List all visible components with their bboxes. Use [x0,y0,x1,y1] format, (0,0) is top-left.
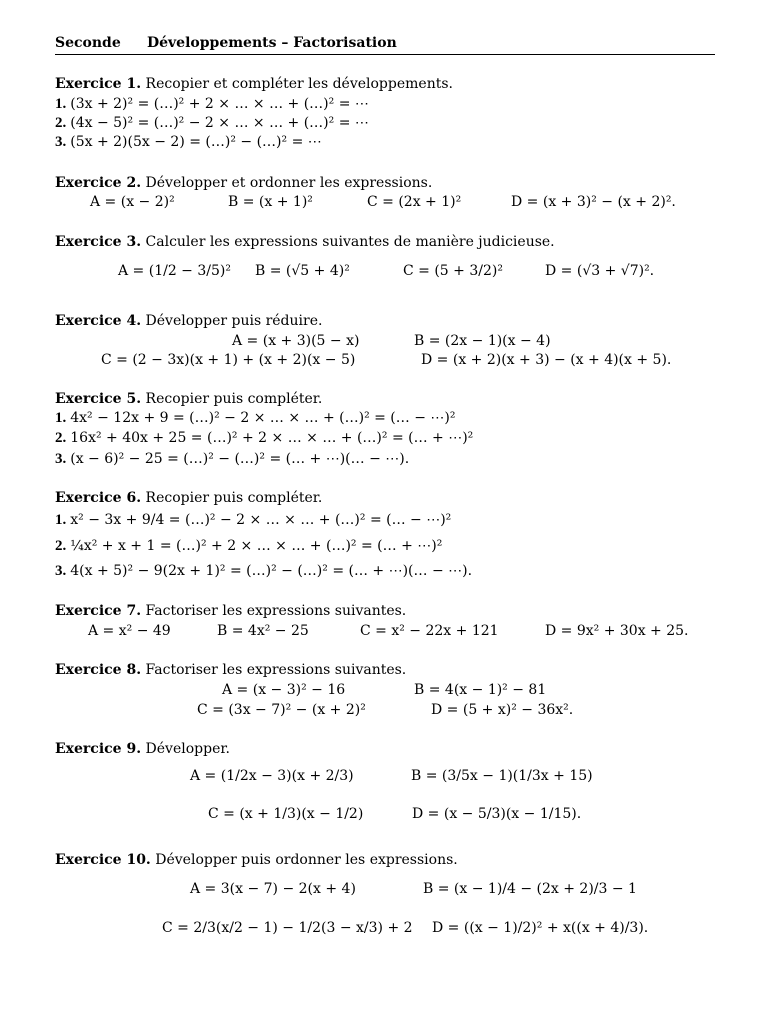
exercise-6-line-1 [55,512,451,529]
line-text: x² − 3x + 9/4 = (…)² − 2 × … × … + (…)² = (… − ⋯)² [70,512,452,528]
exercise-9-formula-a: A = (1/2x − 3)(x + 2/3) [190,768,354,784]
exercise-instruction: Développer et ordonner les expressions. [145,175,433,191]
exercise-instruction: Développer. [145,741,230,757]
exercise-6-line-2 [55,538,442,555]
exercise-title: Exercice 8. [55,662,142,678]
line-text: (5x + 2)(5x − 2) = (…)² − (…)² = ⋯ [70,134,322,150]
exercise-3-formula-a: A = (1/2 − 3/5)² [118,263,231,279]
page-header [55,34,715,55]
line-text: (3x + 2)² = (…)² + 2 × … × … + (…)² = ⋯ [70,96,369,112]
exercise-title: Exercice 2. [55,175,142,191]
exercise-instruction: Développer puis ordonner les expressions. [155,852,458,868]
exercise-3-heading [55,234,555,250]
exercise-instruction: Développer puis réduire. [145,313,323,329]
exercise-1-line-1 [55,96,369,113]
exercise-9-heading [55,741,230,757]
exercise-instruction: Recopier puis compléter. [145,490,323,506]
line-text: ¼x² + x + 1 = (…)² + 2 × … × … + (…)² = (… + ⋯)² [70,538,443,554]
line-text: 4(x + 5)² − 9(2x + 1)² = (…)² − (…)² = (… + ⋯)(… − ⋯). [70,563,473,579]
line-number: 2. [55,115,67,131]
exercise-2-formula-c: C = (2x + 1)² [367,194,462,210]
exercise-10-heading [55,852,458,868]
exercise-title: Exercice 9. [55,741,142,757]
exercise-1-line-3 [55,134,322,151]
exercise-9-formula-c: C = (x + 1/3)(x − 1/2) [208,806,364,822]
exercise-title: Exercice 4. [55,313,142,329]
exercise-5-line-2 [55,430,473,447]
exercise-2-formula-a: A = (x − 2)² [90,194,175,210]
exercise-7-heading [55,603,406,619]
exercise-title: Exercice 5. [55,391,142,407]
line-number: 3. [55,563,67,579]
exercise-instruction: Recopier puis compléter. [145,391,323,407]
line-text: (x − 6)² − 25 = (…)² − (…)² = (… + ⋯)(… − ⋯). [70,451,410,467]
exercise-6-line-3 [55,563,472,580]
exercise-10-formula-b: B = (x − 1)/4 − (2x + 2)/3 − 1 [423,881,637,897]
exercise-title: Exercice 7. [55,603,142,619]
exercise-7-formula-a: A = x² − 49 [88,623,171,639]
exercise-4-heading [55,313,322,329]
exercise-title: Exercice 10. [55,852,151,868]
exercise-8-formula-b: B = 4(x − 1)² − 81 [414,682,547,698]
exercise-3-formula-c: C = (5 + 3/2)² [403,263,503,279]
exercise-instruction: Calculer les expressions suivantes de manière judicieuse. [145,234,555,250]
exercise-10-formula-d: D = ((x − 1)/2)² + x((x + 4)/3). [432,920,649,936]
exercise-1-heading [55,76,453,92]
exercise-title: Exercice 6. [55,490,142,506]
exercise-2-heading [55,175,432,191]
exercise-5-line-1 [55,410,455,427]
line-text: 16x² + 40x + 25 = (…)² + 2 × … × … + (…)² = (… + ⋯)² [70,430,474,446]
header-title: Développements – Factorisation [147,35,397,51]
exercise-9-formula-d: D = (x − 5/3)(x − 1/15). [412,806,582,822]
exercise-10-formula-c: C = 2/3(x/2 − 1) − 1/2(3 − x/3) + 2 [162,920,413,936]
line-number: 3. [55,451,67,467]
exercise-5-heading [55,391,322,407]
exercise-title: Exercice 3. [55,234,142,250]
exercise-1-line-2 [55,115,369,132]
exercise-8-heading [55,662,406,678]
line-number: 2. [55,430,67,446]
exercise-instruction: Recopier et compléter les développements. [145,76,453,92]
exercise-7-formula-d: D = 9x² + 30x + 25. [545,623,689,639]
exercise-2-formula-d: D = (x + 3)² − (x + 2)². [511,194,676,210]
exercise-8-formula-d: D = (5 + x)² − 36x². [431,702,574,718]
exercise-7-formula-b: B = 4x² − 25 [217,623,309,639]
header-class: Seconde [55,35,121,51]
exercise-9-formula-b: B = (3/5x − 1)(1/3x + 15) [411,768,593,784]
line-number: 3. [55,134,67,150]
exercise-6-heading [55,490,322,506]
exercise-8-formula-c: C = (3x − 7)² − (x + 2)² [197,702,366,718]
exercise-4-formula-d: D = (x + 2)(x + 3) − (x + 4)(x + 5). [421,352,672,368]
exercise-3-formula-d: D = (√3 + √7)². [545,263,655,279]
exercise-instruction: Factoriser les expressions suivantes. [145,662,407,678]
exercise-8-formula-a: A = (x − 3)² − 16 [222,682,346,698]
exercise-title: Exercice 1. [55,76,142,92]
exercise-7-formula-c: C = x² − 22x + 121 [360,623,499,639]
exercise-4-formula-c: C = (2 − 3x)(x + 1) + (x + 2)(x − 5) [101,352,356,368]
line-text: (4x − 5)² = (…)² − 2 × … × … + (…)² = ⋯ [70,115,369,131]
exercise-3-formula-b: B = (√5 + 4)² [255,263,350,279]
exercise-instruction: Factoriser les expressions suivantes. [145,603,407,619]
exercise-2-formula-b: B = (x + 1)² [228,194,313,210]
exercise-4-formula-b: B = (2x − 1)(x − 4) [414,333,551,349]
line-number: 2. [55,538,67,554]
exercise-5-line-3 [55,451,409,468]
exercise-10-formula-a: A = 3(x − 7) − 2(x + 4) [190,881,356,897]
line-number: 1. [55,410,67,426]
line-number: 1. [55,512,67,528]
exercise-4-formula-a: A = (x + 3)(5 − x) [232,333,360,349]
line-number: 1. [55,96,67,112]
line-text: 4x² − 12x + 9 = (…)² − 2 × … × … + (…)² = (… − ⋯)² [70,410,456,426]
